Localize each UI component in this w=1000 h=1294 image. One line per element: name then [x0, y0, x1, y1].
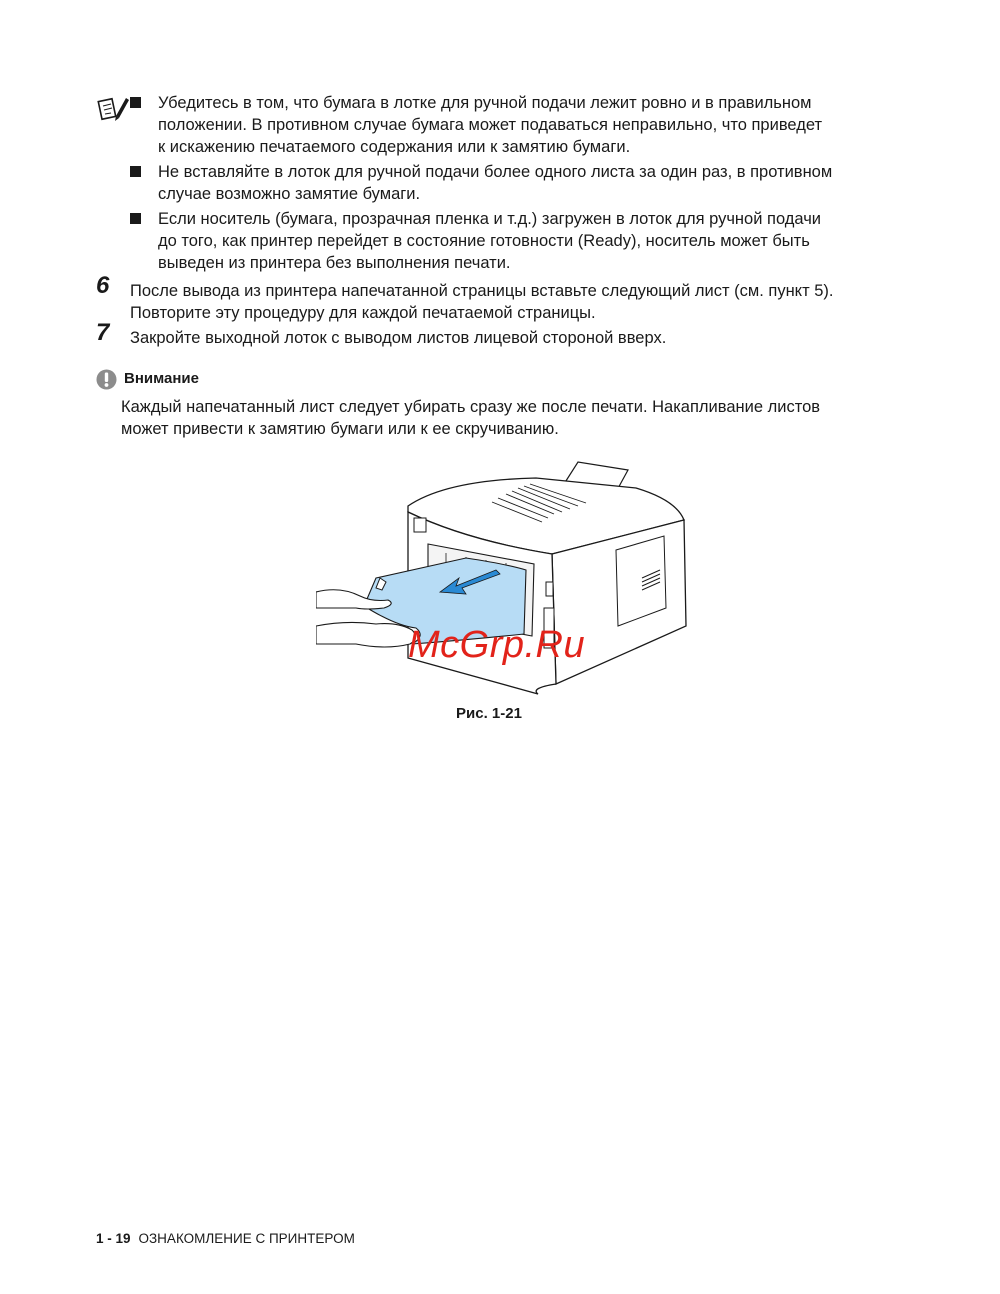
bullet-square-icon	[130, 213, 141, 224]
step-number: 7	[96, 319, 110, 346]
note-text: Если носитель (бумага, прозрачная пленка и т.д.) загружен в лоток для ручной подачи до того, как принтер перейдет в состояние готовности (Ready), носитель может быть выведен из принтера без выполнения печати.	[158, 210, 822, 272]
page-footer	[96, 1231, 355, 1246]
note-text: Убедитесь в том, что бумага в лотке для ручной подачи лежит ровно и в правильном положении. В противном случае бумага может подаваться неправильно, что приведет к искажению печатаемого содержания или к замятию бумаги.	[158, 94, 823, 156]
page-number: 1 - 19	[96, 1231, 131, 1246]
caution-text: Каждый напечатанный лист следует убирать сразу же после печати. Накапливание листов может привести к замятию бумаги или к ее скручиванию.	[121, 398, 821, 438]
bullet-square-icon	[130, 97, 141, 108]
bullet-square-icon	[130, 166, 141, 177]
caution-icon	[96, 369, 117, 390]
figure-caption: Рис. 1-21	[456, 705, 522, 722]
step-number: 6	[96, 272, 110, 299]
caution-title: Внимание	[124, 370, 199, 387]
note-text: Не вставляйте в лоток для ручной подачи более одного листа за один раз, в противном случае возможно замятие бумаги.	[158, 163, 833, 203]
step-text: Закройте выходной лоток с выводом листов лицевой стороной вверх.	[130, 329, 667, 347]
step-text: После вывода из принтера напечатанной страницы вставьте следующий лист (см. пункт 5). Повторите эту процедуру для каждой печатаемой страницы.	[130, 282, 834, 322]
section-title: ОЗНАКОМЛЕНИЕ С ПРИНТЕРОМ	[138, 1231, 355, 1246]
watermark: McGrp.Ru	[408, 624, 586, 666]
note-pencil-icon	[96, 94, 130, 122]
